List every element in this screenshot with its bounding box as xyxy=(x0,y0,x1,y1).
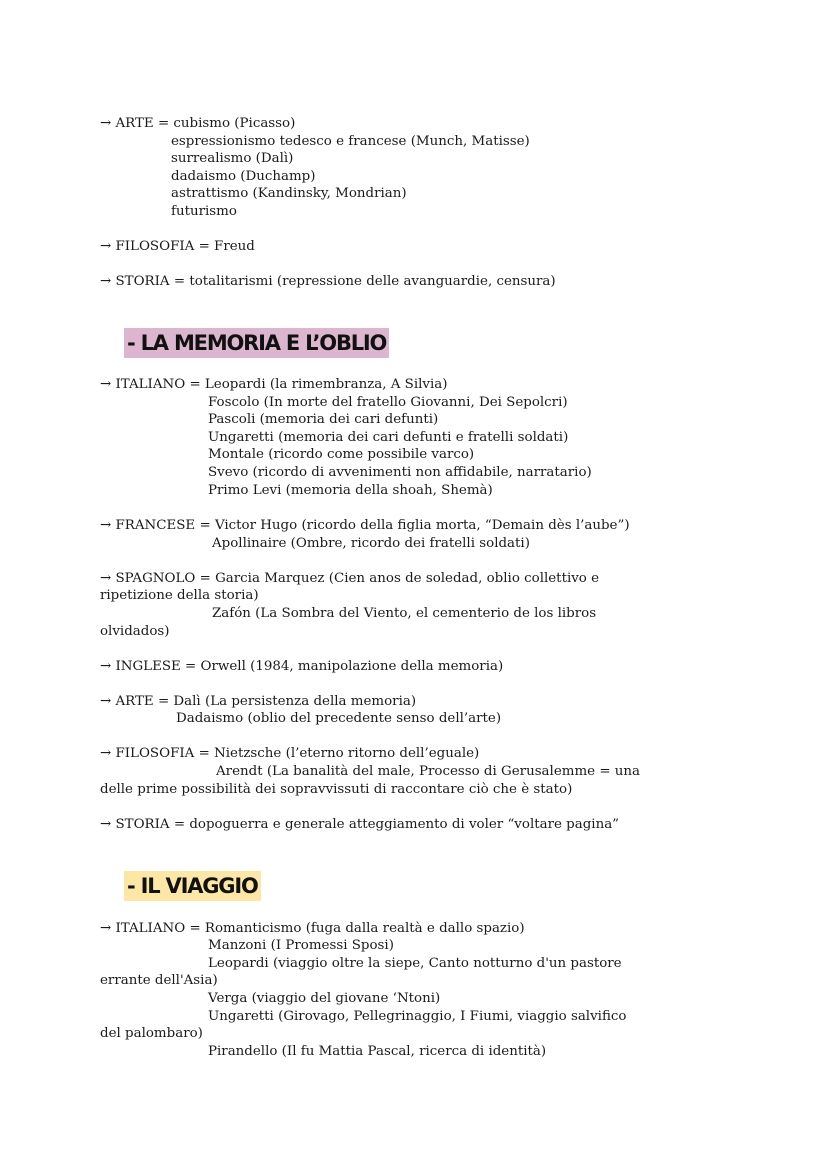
arte-item: dadaismo (Duchamp) xyxy=(171,169,316,184)
italiano-item: Leopardi (viaggio oltre la siepe, Canto notturno d'un pastore xyxy=(208,956,622,971)
arte-line: → ARTE = Dalì (La persistenza della memoria) xyxy=(100,694,417,709)
italiano-wrap: del palombaro) xyxy=(100,1026,203,1041)
italiano-item: Ungaretti (Girovago, Pellegrinaggio, I Fiumi, viaggio salvifico xyxy=(208,1009,627,1024)
section-heading-memoria: - LA MEMORIA E L’OBLIO xyxy=(124,328,389,358)
italiano-item: Ungaretti (memoria dei cari defunti e fratelli soldati) xyxy=(208,430,569,445)
francese-line: → FRANCESE = Victor Hugo (ricordo della figlia morta, “Demain dès l’aube”) xyxy=(100,518,630,533)
storia-line: → STORIA = dopoguerra e generale atteggiamento di voler “voltare pagina” xyxy=(100,817,620,832)
italiano-item: Montale (ricordo come possibile varco) xyxy=(208,447,475,462)
italiano-item: Manzoni (I Promessi Sposi) xyxy=(208,938,394,953)
italiano-line: → ITALIANO = Leopardi (la rimembranza, A Silvia) xyxy=(100,377,448,392)
storia-line: → STORIA = totalitarismi (repressione delle avanguardie, censura) xyxy=(100,274,556,289)
arte-line: → ARTE = cubismo (Picasso) xyxy=(100,116,296,131)
italiano-line: → ITALIANO = Romanticismo (fuga dalla realtà e dallo spazio) xyxy=(100,921,525,936)
italiano-item: Primo Levi (memoria della shoah, Shemà) xyxy=(208,483,493,498)
filosofia-wrap: delle prime possibilità dei sopravvissuti di raccontare ciò che è stato) xyxy=(100,782,573,797)
arte-item: futurismo xyxy=(171,204,237,219)
spagnolo-item: Zafón (La Sombra del Viento, el cementerio de los libros xyxy=(212,606,597,621)
spagnolo-line: → SPAGNOLO = Garcia Marquez (Cien anos de soledad, oblio collettivo e xyxy=(100,571,600,586)
section-heading-viaggio: - IL VIAGGIO xyxy=(124,871,261,901)
filosofia-line: → FILOSOFIA = Freud xyxy=(100,239,255,254)
filosofia-line: → FILOSOFIA = Nietzsche (l’eterno ritorno dell’eguale) xyxy=(100,746,480,761)
italiano-item: Svevo (ricordo di avvenimenti non affidabile, narratario) xyxy=(208,465,592,480)
arte-item: astrattismo (Kandinsky, Mondrian) xyxy=(171,186,407,201)
arte-item: surrealismo (Dalì) xyxy=(171,151,294,166)
italiano-item: Pascoli (memoria dei cari defunti) xyxy=(208,412,439,427)
italiano-item: Verga (viaggio del giovane ‘Ntoni) xyxy=(208,991,441,1006)
filosofia-item: Arendt (La banalità del male, Processo di Gerusalemme = una xyxy=(216,764,641,779)
italiano-item: Foscolo (In morte del fratello Giovanni, Dei Sepolcri) xyxy=(208,395,568,410)
inglese-line: → INGLESE = Orwell (1984, manipolazione della memoria) xyxy=(100,659,504,674)
arte-item: espressionismo tedesco e francese (Munch, Matisse) xyxy=(171,134,530,149)
italiano-item: Pirandello (Il fu Mattia Pascal, ricerca di identità) xyxy=(208,1044,547,1059)
francese-item: Apollinaire (Ombre, ricordo dei fratelli soldati) xyxy=(212,536,530,551)
spagnolo-wrap: olvidados) xyxy=(100,624,170,639)
arte-item: Dadaismo (oblio del precedente senso dell’arte) xyxy=(176,711,502,726)
italiano-wrap: errante dell'Asia) xyxy=(100,973,218,988)
spagnolo-wrap: ripetizione della storia) xyxy=(100,588,259,603)
